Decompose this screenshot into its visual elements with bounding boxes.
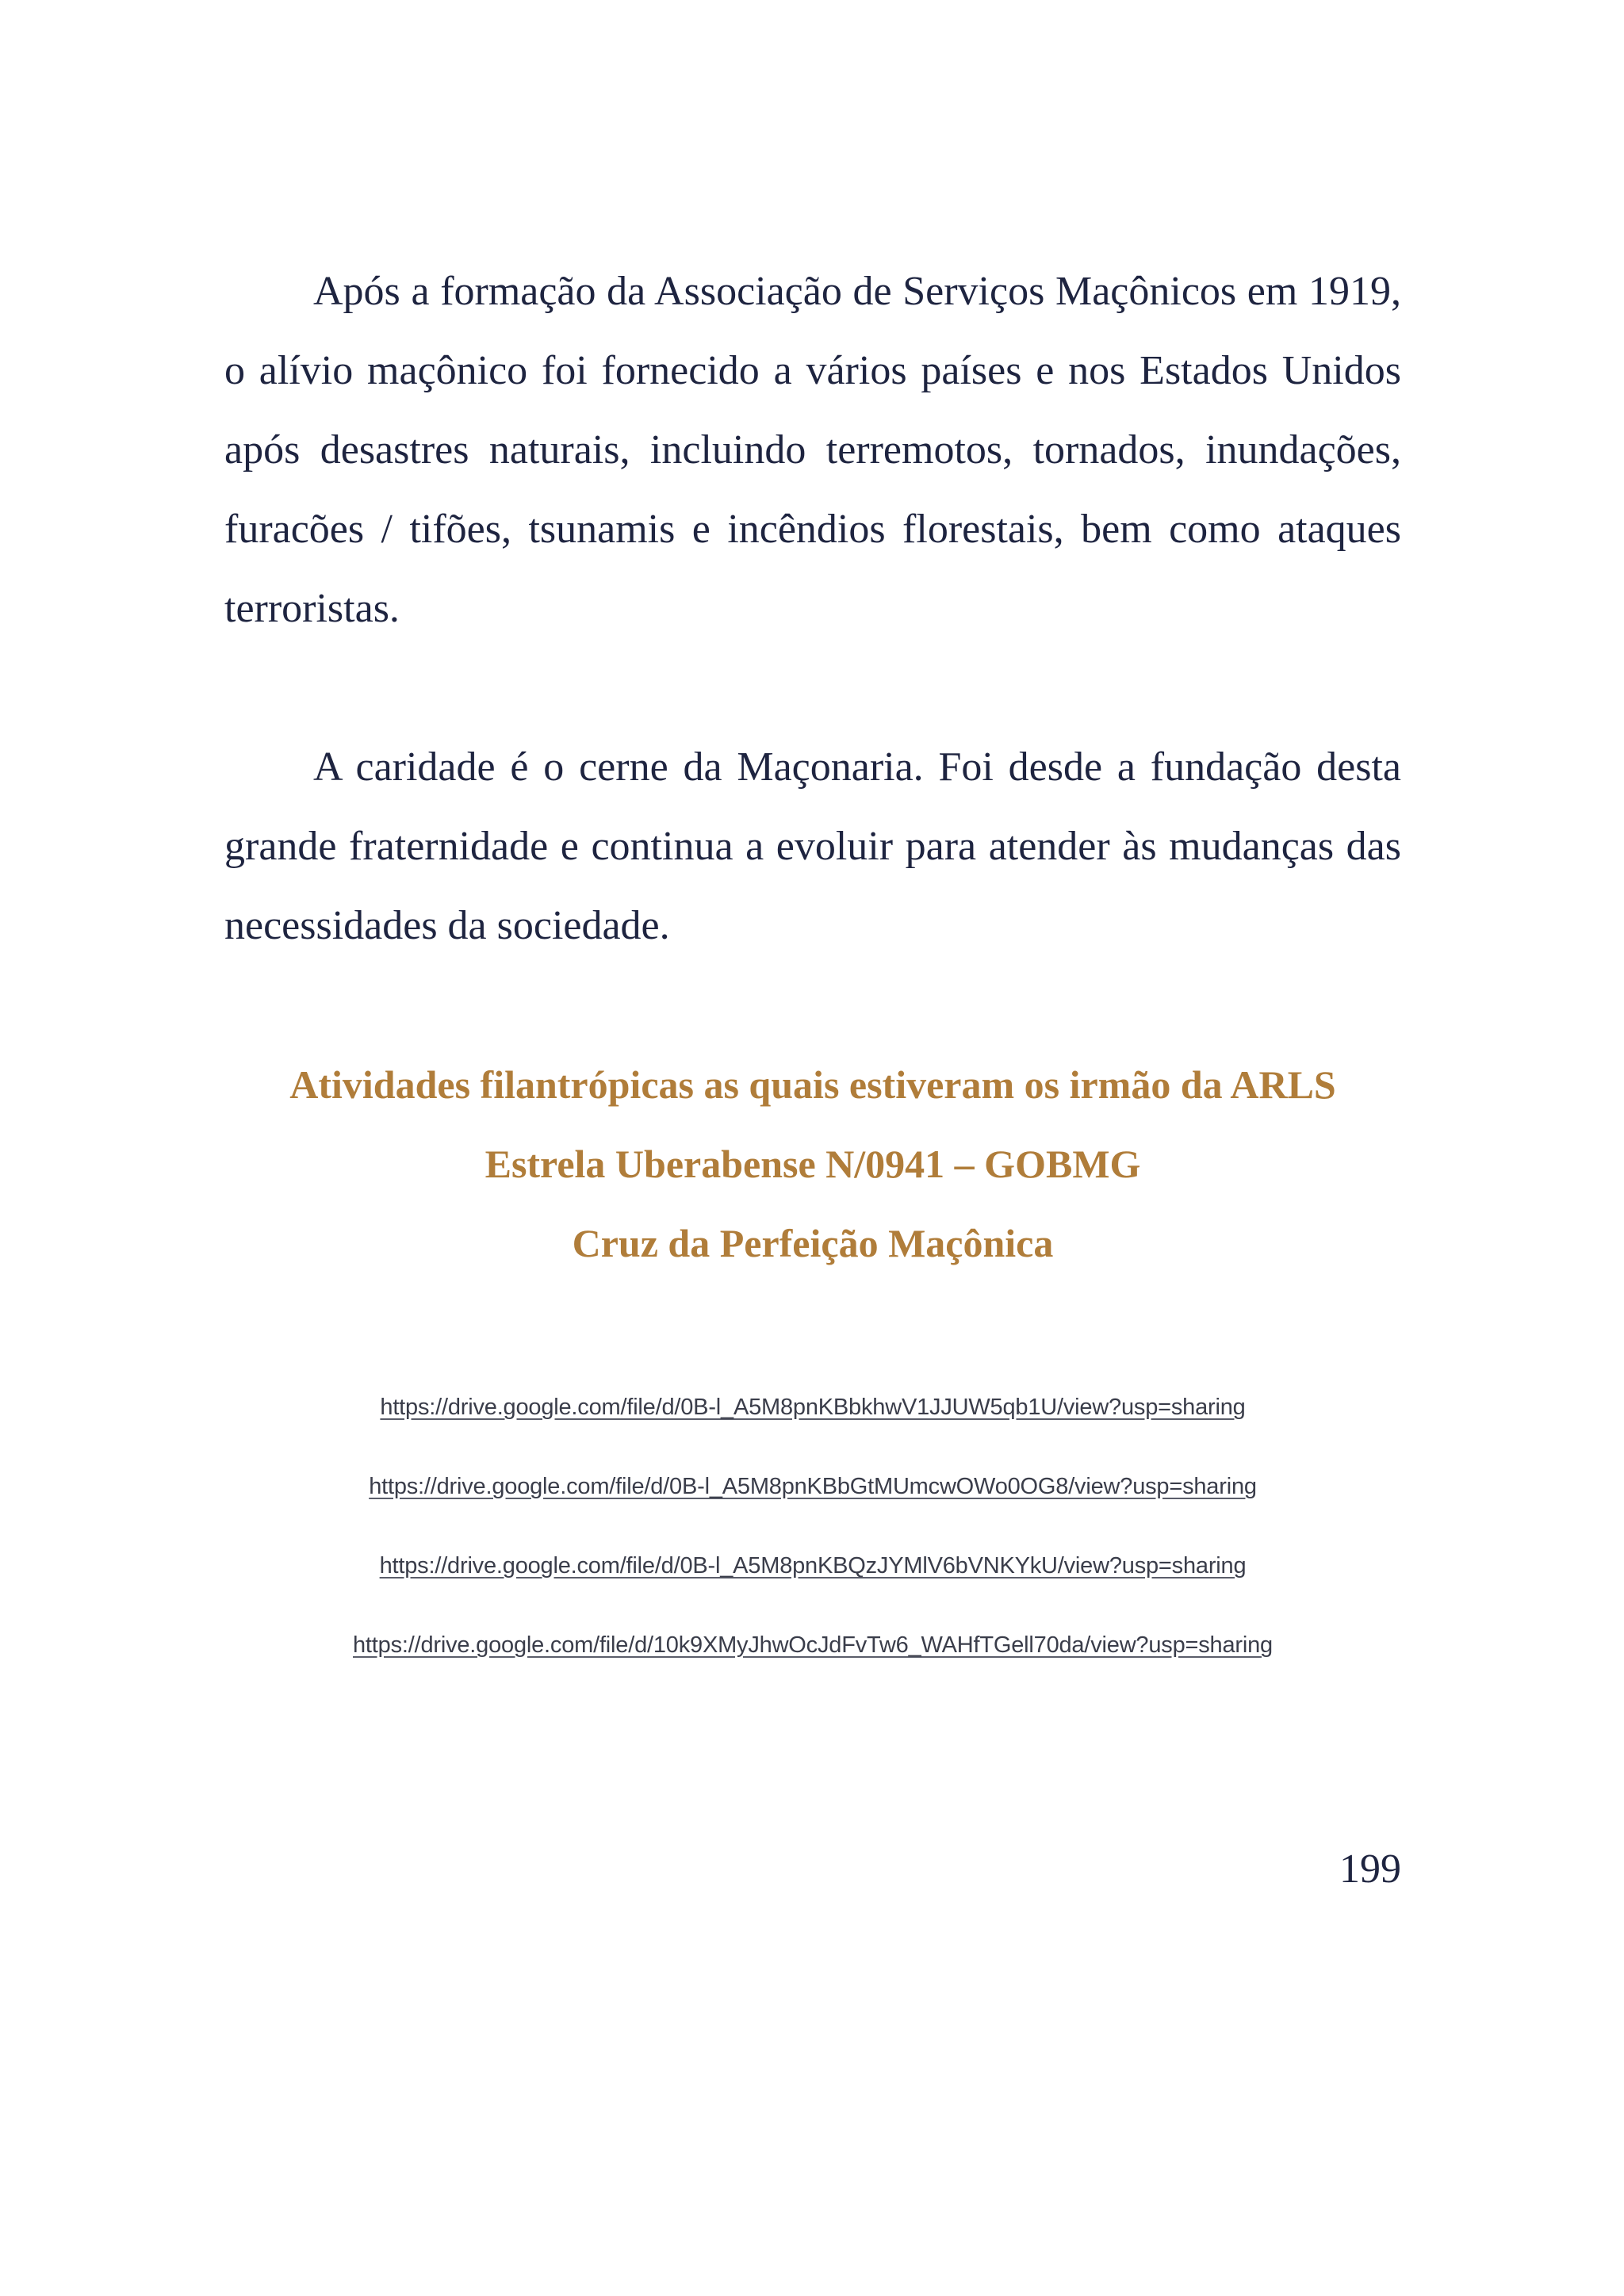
drive-link-1[interactable]: https://drive.google.com/file/d/0B-l_A5M8pnKBbkhwV1JJUW5qb1U/view?usp=sharing	[380, 1395, 1246, 1420]
heading-line-3: Cruz da Perfeição Maçônica	[572, 1221, 1054, 1265]
heading-line-2: Estrela Uberabense N/0941 – GOBMG	[485, 1142, 1141, 1186]
heading-line-1: Atividades filantrópicas as quais estiveram os irmão da ARLS	[289, 1062, 1336, 1107]
paragraph-masonic-relief: Após a formação da Associação de Serviços Maçônicos em 1919, o alívio maçônico foi fornecido a vários países e nos Estados Unidos após desastres naturais, incluindo terremotos, tornados, inundações, furacões / tifões, tsunamis e incêndios florestais, bem como ataques terroristas.	[224, 269, 1401, 631]
link-list	[224, 1381, 1401, 1698]
drive-link-3[interactable]: https://drive.google.com/file/d/0B-l_A5M8pnKBQzJYMlV6bVNKYkU/view?usp=sharing	[379, 1553, 1247, 1578]
drive-link-2[interactable]: https://drive.google.com/file/d/0B-l_A5M8pnKBbGtMUmcwOWo0OG8/view?usp=sharing	[369, 1474, 1257, 1499]
link-item	[224, 1381, 1401, 1460]
link-item	[224, 1460, 1401, 1540]
section-heading	[224, 1045, 1401, 1283]
link-item	[224, 1619, 1401, 1698]
drive-link-4[interactable]: https://drive.google.com/file/d/10k9XMyJhwOcJdFvTw6_WAHfTGell70da/view?usp=sharing	[353, 1632, 1273, 1658]
link-item	[224, 1540, 1401, 1619]
paragraph-charity: A caridade é o cerne da Maçonaria. Foi desde a fundação desta grande fraternidade e continua a evoluir para atender às mudanças das necessidades da sociedade.	[224, 744, 1401, 948]
page-number: 199	[1339, 1846, 1401, 1892]
